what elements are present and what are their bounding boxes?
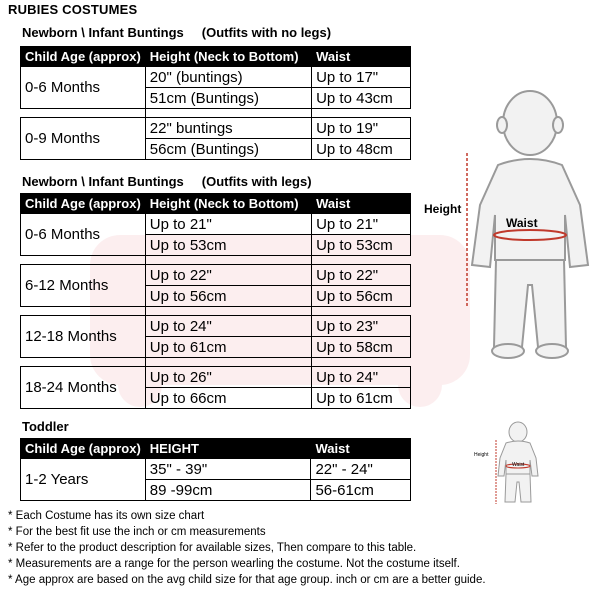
- height-cell: 35" - 39": [145, 459, 311, 480]
- section-title-with-legs: [22, 174, 312, 189]
- height-cell: Up to 53cm: [145, 235, 311, 256]
- height-cell: Up to 26": [145, 367, 311, 388]
- section-title-no-legs: [22, 25, 331, 40]
- section-note: (Outfits with no legs): [201, 25, 332, 40]
- height-cell: 22" buntings: [145, 118, 311, 139]
- size-table-toddler: [20, 438, 411, 501]
- waist-cell: Up to 43cm: [312, 88, 411, 109]
- height-cell: Up to 56cm: [145, 286, 311, 307]
- header-age: Child Age (approx): [21, 439, 146, 459]
- header-waist: Waist: [312, 47, 411, 67]
- height-cell: Up to 61cm: [145, 337, 311, 358]
- note-line: * Each Costume has its own size chart: [8, 510, 205, 522]
- size-table-no-legs: [20, 46, 411, 160]
- header-waist: Waist: [311, 439, 411, 459]
- waist-cell: Up to 53cm: [312, 235, 411, 256]
- child-measurement-figure: [420, 85, 600, 375]
- age-cell: 6-12 Months: [21, 265, 146, 307]
- footnotes: [8, 508, 486, 588]
- table-row: [21, 118, 411, 139]
- brand-title: RUBIES COSTUMES: [8, 2, 138, 17]
- table-row: [21, 459, 411, 480]
- header-age: Child Age (approx): [21, 47, 146, 67]
- height-cell: Up to 22": [145, 265, 311, 286]
- section-title-toddler: [22, 419, 69, 434]
- height-label: Height: [424, 202, 462, 216]
- waist-label-small: Waist: [512, 462, 525, 468]
- note-line: * Refer to the product description for available sizes, Then compare to this table.: [8, 542, 417, 554]
- header-age: Child Age (approx): [21, 194, 146, 214]
- table-header-row: [21, 194, 411, 214]
- note-line: * Measurements are a range for the person wearling the costume. Not the costume itself.: [8, 558, 460, 570]
- child-measurement-figure-small: [474, 418, 546, 508]
- header-height: Height (Neck to Bottom): [145, 47, 311, 67]
- waist-cell: Up to 21": [312, 214, 411, 235]
- section-title-text: Newborn \ Infant Buntings: [22, 174, 184, 189]
- height-label-small: Height: [474, 452, 489, 458]
- size-table-with-legs: [20, 193, 411, 409]
- height-cell: Up to 24": [145, 316, 311, 337]
- waist-cell: Up to 56cm: [312, 286, 411, 307]
- waist-cell: Up to 22": [312, 265, 411, 286]
- note-line: * For the best fit use the inch or cm measurements: [8, 526, 266, 538]
- waist-cell: Up to 19": [312, 118, 411, 139]
- table-row: [21, 265, 411, 286]
- waist-cell: 22" - 24": [311, 459, 411, 480]
- height-cell: 56cm (Buntings): [145, 139, 311, 160]
- table-row: [21, 316, 411, 337]
- note-line: * Age approx are based on the avg child size for that age group. inch or cm are a better guide.: [8, 574, 486, 586]
- height-cell: 89 -99cm: [145, 480, 311, 501]
- age-cell: 0-9 Months: [21, 118, 146, 160]
- age-cell: 0-6 Months: [21, 214, 146, 256]
- age-cell: 12-18 Months: [21, 316, 146, 358]
- table-row: [21, 367, 411, 388]
- waist-cell: Up to 23": [312, 316, 411, 337]
- table-header-row: [21, 439, 411, 459]
- age-cell: 0-6 Months: [21, 67, 146, 109]
- waist-cell: Up to 17": [312, 67, 411, 88]
- waist-cell: Up to 48cm: [312, 139, 411, 160]
- section-title-text: Newborn \ Infant Buntings: [22, 25, 184, 40]
- header-height: Height (Neck to Bottom): [145, 194, 311, 214]
- section-note: (Outfits with legs): [201, 174, 312, 189]
- section-title-text: Toddler: [22, 419, 69, 434]
- table-row: [21, 67, 411, 88]
- waist-cell: Up to 58cm: [312, 337, 411, 358]
- height-cell: 51cm (Buntings): [145, 88, 311, 109]
- height-cell: Up to 21": [145, 214, 311, 235]
- waist-label: Waist: [506, 216, 538, 230]
- waist-cell: Up to 24": [312, 367, 411, 388]
- header-height: HEIGHT: [145, 439, 311, 459]
- age-cell: 18-24 Months: [21, 367, 146, 409]
- height-cell: Up to 66cm: [145, 388, 311, 409]
- height-cell: 20" (buntings): [145, 67, 311, 88]
- header-waist: Waist: [312, 194, 411, 214]
- age-cell: 1-2 Years: [21, 459, 146, 501]
- child-silhouette-icon: [420, 85, 600, 375]
- waist-cell: 56-61cm: [311, 480, 411, 501]
- waist-cell: Up to 61cm: [312, 388, 411, 409]
- table-row: [21, 214, 411, 235]
- child-silhouette-small-icon: [474, 418, 546, 508]
- table-header-row: [21, 47, 411, 67]
